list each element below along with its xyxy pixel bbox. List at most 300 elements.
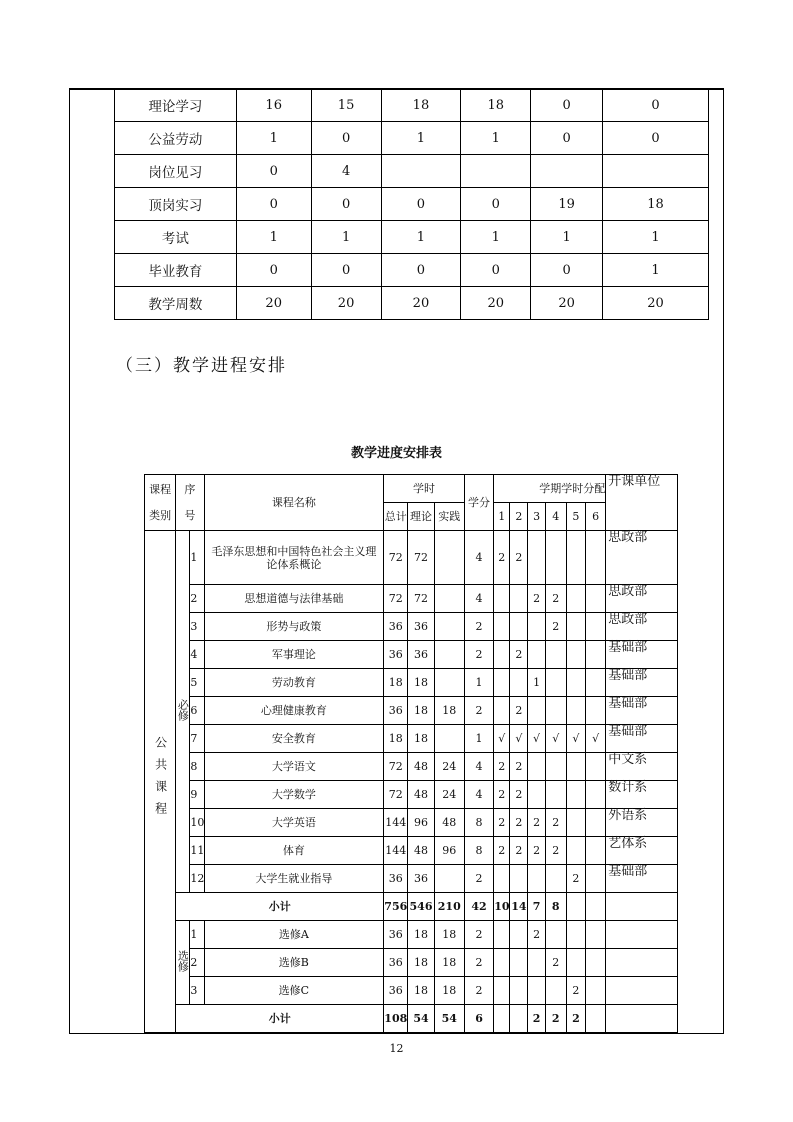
semester-hours: 2 [510,753,528,781]
subtotal-label: 小计 [176,1005,384,1033]
semester-hours: 2 [545,585,566,613]
semester-hours: 2 [510,837,528,865]
semester-hours [528,977,545,1005]
course-row [145,753,678,781]
credits: 2 [464,865,493,893]
weeks-cell: 1 [311,221,381,254]
semester-hours [586,753,606,781]
header-sem-6: 6 [586,503,606,531]
subtotal-unit [606,893,678,921]
hours-theory: 36 [408,865,434,893]
weeks-cell: 19 [531,188,603,221]
header-sem-5: 5 [566,503,585,531]
weeks-cell: 1 [531,221,603,254]
credits: 4 [464,531,493,585]
unit [606,949,678,977]
semester-hours: 2 [494,753,510,781]
semester-hours [586,781,606,809]
weeks-cell: 0 [531,122,603,155]
credits: 8 [464,809,493,837]
subtotal-row [145,1005,678,1033]
subtotal-credits: 6 [464,1005,493,1033]
subtotal-semester: 2 [566,1005,585,1033]
semester-hours [528,865,545,893]
credits: 4 [464,753,493,781]
course-row [145,669,678,697]
subtotal-semester: 8 [545,893,566,921]
semester-hours [510,977,528,1005]
course-name: 体育 [204,837,384,865]
course-no: 6 [190,697,204,725]
weeks-row-label: 岗位见习 [115,155,237,188]
subtotal-semester [494,1005,510,1033]
subtotal-semester: 7 [528,893,545,921]
semester-hours [494,697,510,725]
semester-hours: 1 [528,669,545,697]
teaching-weeks-table [114,88,709,320]
hours-total: 36 [384,641,408,669]
weeks-row-label: 公益劳动 [115,122,237,155]
hours-total: 36 [384,865,408,893]
semester-hours: 2 [566,977,585,1005]
semester-hours [528,753,545,781]
course-no: 11 [190,837,204,865]
course-row [145,697,678,725]
semester-hours [586,865,606,893]
unit: 数计系 [606,781,678,809]
semester-hours [586,977,606,1005]
semester-hours [566,641,585,669]
hours-total: 36 [384,697,408,725]
weeks-row-label: 考试 [115,221,237,254]
semester-hours [566,669,585,697]
weeks-row [115,155,709,188]
weeks-cell: 1 [381,122,461,155]
semester-hours [494,669,510,697]
unit: 基础部 [606,697,678,725]
semester-hours [586,613,606,641]
course-no: 1 [190,531,204,585]
semester-hours [545,781,566,809]
course-name: 心理健康教育 [204,697,384,725]
unit: 艺体系 [606,837,678,865]
semester-hours [586,949,606,977]
semester-hours [545,531,566,585]
hours-total: 36 [384,921,408,949]
semester-hours: √ [566,725,585,753]
hours-total: 18 [384,725,408,753]
subtotal-total: 108 [384,1005,408,1033]
semester-hours [566,753,585,781]
course-row [145,613,678,641]
header-sem-4: 4 [545,503,566,531]
semester-hours: 2 [494,809,510,837]
course-row [145,837,678,865]
hours-practice: 18 [434,921,464,949]
course-row [145,641,678,669]
unit: 思政部 [606,585,678,613]
course-no: 1 [190,921,204,949]
semester-hours [586,641,606,669]
weeks-cell: 20 [381,287,461,320]
header-credits: 学分 [464,475,493,531]
subtotal-practice: 54 [434,1005,464,1033]
weeks-cell [381,155,461,188]
hours-theory: 72 [408,585,434,613]
hours-total: 36 [384,977,408,1005]
weeks-cell: 1 [236,122,311,155]
semester-hours [586,809,606,837]
credits: 1 [464,725,493,753]
elective-label: 选修 [176,950,190,972]
weeks-row-label: 理论学习 [115,89,237,122]
course-name: 选修C [204,977,384,1005]
course-row [145,531,678,585]
semester-hours [494,949,510,977]
header-sem-2: 2 [510,503,528,531]
hours-practice [434,613,464,641]
weeks-cell: 0 [531,89,603,122]
hours-practice [434,669,464,697]
unit: 外语系 [606,809,678,837]
hours-theory: 48 [408,781,434,809]
weeks-cell [461,155,531,188]
weeks-cell: 0 [461,254,531,287]
subtotal-theory: 54 [408,1005,434,1033]
semester-hours [566,949,585,977]
semester-hours [510,669,528,697]
semester-hours [586,585,606,613]
header-hours: 学时 [384,475,465,503]
weeks-row [115,221,709,254]
semester-hours: √ [510,725,528,753]
hours-theory: 18 [408,697,434,725]
weeks-cell: 0 [603,122,709,155]
hours-total: 72 [384,781,408,809]
course-name: 大学数学 [204,781,384,809]
weeks-cell: 18 [603,188,709,221]
semester-hours [528,613,545,641]
subtotal-label: 小计 [176,893,384,921]
unit: 基础部 [606,641,678,669]
hours-total: 144 [384,809,408,837]
subtotal-practice: 210 [434,893,464,921]
semester-hours [566,837,585,865]
hours-theory: 18 [408,725,434,753]
weeks-cell: 1 [603,254,709,287]
hours-practice: 24 [434,781,464,809]
semester-hours [566,921,585,949]
course-name: 选修B [204,949,384,977]
unit: 基础部 [606,865,678,893]
header-category: 课程 类别 [145,475,176,531]
hours-total: 36 [384,613,408,641]
semester-hours: √ [586,725,606,753]
hours-total: 36 [384,949,408,977]
credits: 1 [464,669,493,697]
hours-total: 144 [384,837,408,865]
semester-hours: 2 [528,921,545,949]
category-label: 公共课程 [153,736,168,824]
semester-hours [494,641,510,669]
course-name: 形势与政策 [204,613,384,641]
course-name: 毛泽东思想和中国特色社会主义理论体系概论 [204,531,384,585]
course-no: 4 [190,641,204,669]
weeks-cell: 0 [461,188,531,221]
section-heading: （三）教学进程安排 [116,356,287,376]
weeks-cell: 0 [311,254,381,287]
course-row [145,921,678,949]
semester-hours [545,753,566,781]
semester-hours: 2 [528,809,545,837]
weeks-cell: 16 [236,89,311,122]
weeks-cell: 1 [603,221,709,254]
semester-hours [545,865,566,893]
header-hours-practice: 实践 [434,503,464,531]
subtotal-semester: 2 [545,1005,566,1033]
course-no: 7 [190,725,204,753]
category-cell [145,531,176,1033]
hours-practice: 18 [434,949,464,977]
hours-practice: 48 [434,809,464,837]
weeks-cell: 1 [381,221,461,254]
semester-hours [494,613,510,641]
semester-hours [586,921,606,949]
weeks-cell: 0 [311,122,381,155]
hours-practice [434,865,464,893]
header-semester: 学期学时分配 [494,475,606,503]
weeks-cell: 20 [236,287,311,320]
semester-hours: 2 [545,837,566,865]
semester-hours [494,865,510,893]
semester-hours: 2 [528,837,545,865]
credits: 2 [464,949,493,977]
semester-hours [510,949,528,977]
hours-theory: 18 [408,949,434,977]
hours-theory: 36 [408,641,434,669]
course-no: 8 [190,753,204,781]
course-no: 3 [190,977,204,1005]
teaching-schedule-table [144,474,678,1033]
header-unit: 开课单位 [606,475,678,531]
semester-hours [566,585,585,613]
subtotal-semester [586,893,606,921]
course-no: 12 [190,865,204,893]
course-name: 思想道德与法律基础 [204,585,384,613]
semester-hours: 2 [510,809,528,837]
semester-hours [586,531,606,585]
hours-practice: 18 [434,977,464,1005]
semester-hours [510,921,528,949]
weeks-cell: 1 [236,221,311,254]
credits: 2 [464,921,493,949]
course-no: 5 [190,669,204,697]
weeks-cell: 0 [311,188,381,221]
credits: 2 [464,641,493,669]
hours-theory: 18 [408,977,434,1005]
hours-practice [434,531,464,585]
weeks-cell: 0 [236,254,311,287]
weeks-row [115,254,709,287]
semester-hours: √ [494,725,510,753]
weeks-cell: 0 [236,188,311,221]
weeks-row [115,188,709,221]
credits: 4 [464,585,493,613]
hours-theory: 36 [408,613,434,641]
header-course-name: 课程名称 [204,475,384,531]
course-no: 9 [190,781,204,809]
subtotal-semester [566,893,585,921]
semester-hours [510,865,528,893]
subtotal-row [145,893,678,921]
semester-hours [545,977,566,1005]
course-no: 10 [190,809,204,837]
weeks-cell: 18 [381,89,461,122]
weeks-cell: 0 [381,188,461,221]
semester-hours [566,809,585,837]
course-name: 选修A [204,921,384,949]
semester-hours: 2 [545,613,566,641]
semester-hours [566,613,585,641]
weeks-cell: 0 [381,254,461,287]
subtotal-credits: 42 [464,893,493,921]
semester-hours: 2 [545,949,566,977]
header-seq: 序 号 [176,475,204,531]
required-group-cell [176,531,190,893]
semester-hours [566,697,585,725]
weeks-cell: 20 [461,287,531,320]
weeks-row-label: 教学周数 [115,287,237,320]
credits: 8 [464,837,493,865]
weeks-cell: 1 [461,122,531,155]
header-hours-theory: 理论 [408,503,434,531]
semester-hours [528,949,545,977]
subtotal-semester [510,1005,528,1033]
weeks-cell [603,155,709,188]
semester-hours [510,585,528,613]
hours-theory: 48 [408,837,434,865]
hours-practice [434,725,464,753]
unit: 思政部 [606,531,678,585]
hours-theory: 18 [408,921,434,949]
weeks-cell: 1 [461,221,531,254]
weeks-row [115,89,709,122]
credits: 2 [464,613,493,641]
semester-hours [528,781,545,809]
semester-hours [545,921,566,949]
semester-hours [545,669,566,697]
unit: 中文系 [606,753,678,781]
hours-practice: 96 [434,837,464,865]
course-name: 大学英语 [204,809,384,837]
weeks-cell: 15 [311,89,381,122]
hours-practice [434,641,464,669]
course-name: 劳动教育 [204,669,384,697]
weeks-row [115,287,709,320]
hours-practice [434,585,464,613]
subtotal-unit [606,1005,678,1033]
hours-total: 72 [384,753,408,781]
semester-hours [545,697,566,725]
hours-practice: 24 [434,753,464,781]
hours-total: 72 [384,585,408,613]
semester-hours [528,641,545,669]
weeks-cell: 20 [311,287,381,320]
course-name: 大学生就业指导 [204,865,384,893]
semester-hours [494,977,510,1005]
semester-hours: 2 [494,837,510,865]
semester-hours: 2 [545,809,566,837]
hours-theory: 96 [408,809,434,837]
semester-hours: 2 [510,781,528,809]
credits: 2 [464,697,493,725]
semester-hours [586,697,606,725]
course-no: 2 [190,585,204,613]
hours-practice: 18 [434,697,464,725]
weeks-cell: 20 [603,287,709,320]
credits: 2 [464,977,493,1005]
course-name: 军事理论 [204,641,384,669]
unit [606,977,678,1005]
hours-total: 18 [384,669,408,697]
semester-hours: √ [528,725,545,753]
weeks-row-label: 毕业教育 [115,254,237,287]
semester-hours: 2 [566,865,585,893]
elective-group-cell [176,921,190,1005]
course-row [145,809,678,837]
semester-hours: 2 [494,531,510,585]
subtotal-semester [586,1005,606,1033]
header-hours-total: 总计 [384,503,408,531]
weeks-cell: 4 [311,155,381,188]
semester-hours [494,585,510,613]
subtotal-theory: 546 [408,893,434,921]
weeks-cell: 18 [461,89,531,122]
semester-hours: 2 [510,697,528,725]
credits: 4 [464,781,493,809]
weeks-cell: 0 [236,155,311,188]
page-number: 12 [389,1042,404,1055]
semester-hours [545,641,566,669]
subtotal-semester: 2 [528,1005,545,1033]
subtotal-semester: 10 [494,893,510,921]
subtotal-total: 756 [384,893,408,921]
unit: 基础部 [606,725,678,753]
course-row [145,585,678,613]
course-no: 3 [190,613,204,641]
course-name: 大学语文 [204,753,384,781]
semester-hours: 2 [494,781,510,809]
semester-hours [528,697,545,725]
subtotal-semester: 14 [510,893,528,921]
required-label: 必修 [176,699,190,721]
course-row [145,781,678,809]
semester-hours [494,921,510,949]
hours-total: 72 [384,531,408,585]
semester-hours: √ [545,725,566,753]
header-sem-1: 1 [494,503,510,531]
course-no: 2 [190,949,204,977]
hours-theory: 72 [408,531,434,585]
weeks-row-label: 顶岗实习 [115,188,237,221]
hours-theory: 18 [408,669,434,697]
course-name: 安全教育 [204,725,384,753]
unit: 基础部 [606,669,678,697]
weeks-cell: 0 [531,254,603,287]
semester-hours: 2 [528,585,545,613]
table-caption: 教学进度安排表 [350,446,442,461]
semester-hours [586,669,606,697]
